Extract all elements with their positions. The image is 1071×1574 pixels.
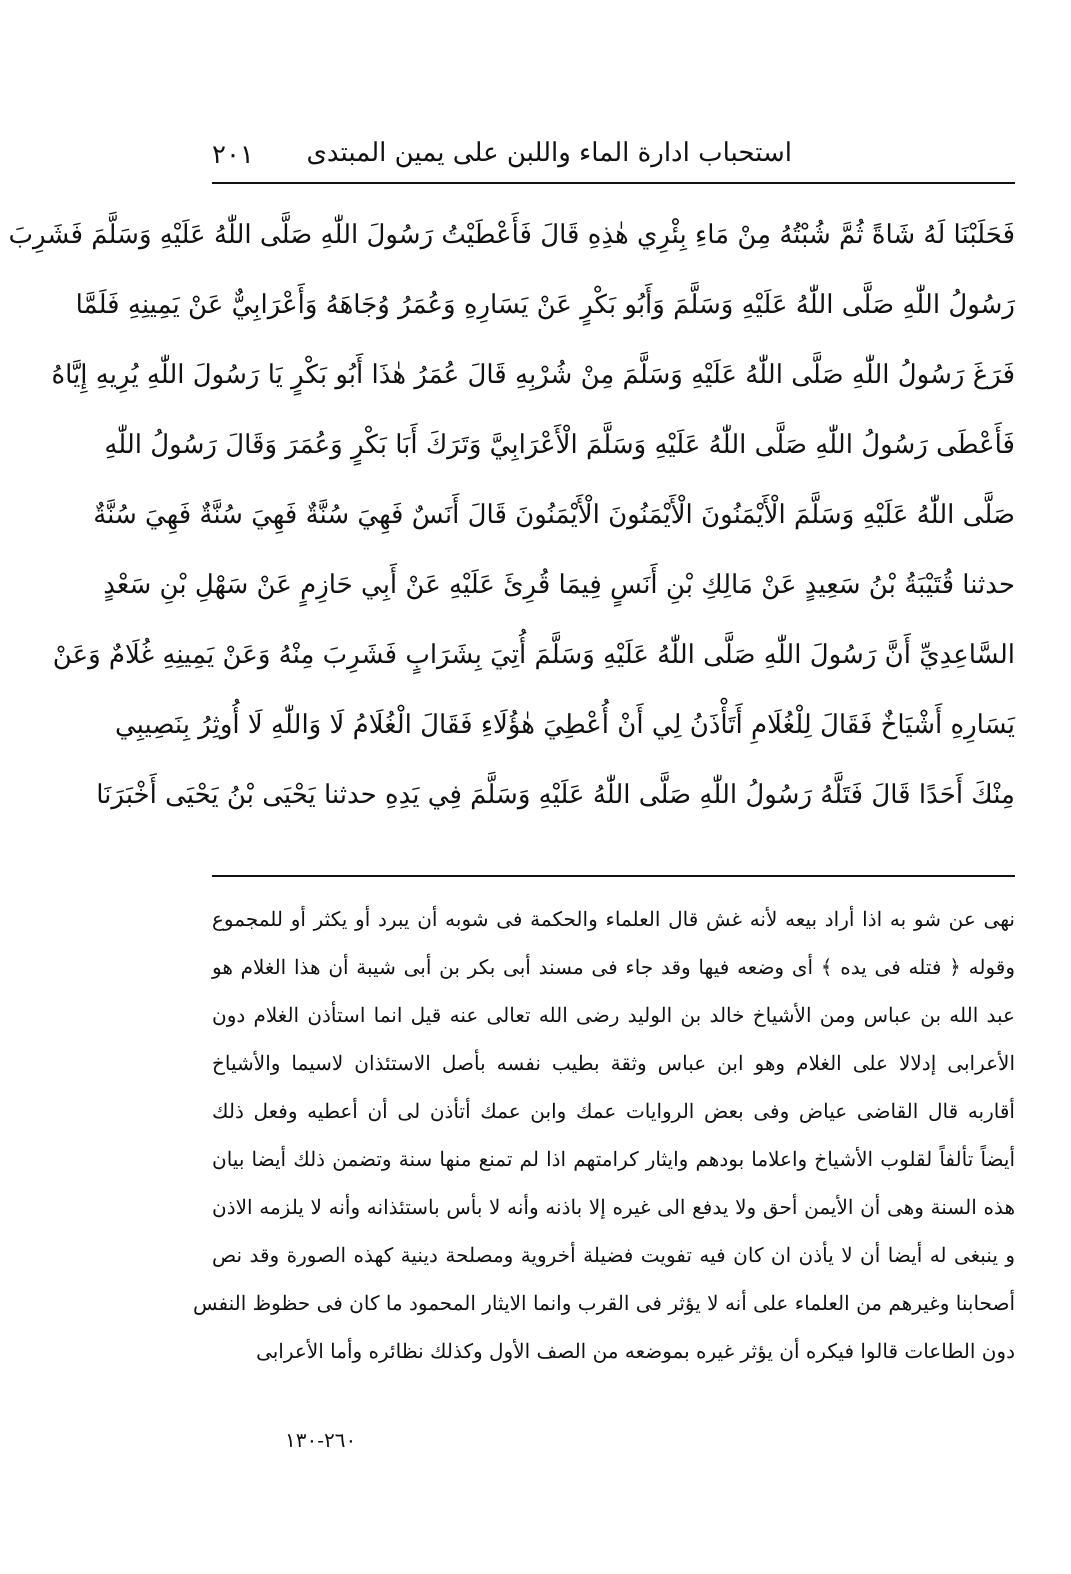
page-header xyxy=(212,132,1012,182)
commentary-text xyxy=(192,895,1016,1375)
commentary-line: دون الطاعات قالوا فيكره أن يؤثر غيره بموضعه من الصف الأول وكذلك نظائره وأما الأعرابى xyxy=(256,1339,1015,1363)
commentary-line: أصحابنا وغيرهم من العلماء على أنه لا يؤثر فى القرب وانما الايثار المحمود ما كان فى حظوظ النفس xyxy=(192,1291,1015,1315)
page-title: استحباب ادارة الماء واللبن على يمين المبتدى xyxy=(306,138,792,168)
commentary-line: الأعرابى إدلالا على الغلام وهو ابن عباس وثقة بطيب نفسه بأصل الاستئذان لاسيما والأشياخ xyxy=(212,1051,1015,1075)
page-number: ٢٠١ xyxy=(212,140,254,170)
text-line: رَسُولُ اللّٰهِ صَلَّى اللّٰهُ عَلَيْهِ وَسَلَّمَ وَأَبُو بَكْرٍ عَنْ يَسَارِهِ وَعُمَرُ وُجَاهَهُ وَأَعْرَابِيٌّ عَنْ يَمِينِهِ فَلَمَّا xyxy=(75,290,1015,320)
text-line: مِنْكَ أَحَدًا قَالَ فَتَلَّهُ رَسُولُ اللّٰهِ صَلَّى اللّٰهُ عَلَيْهِ وَسَلَّمَ فِي يَدِهِ حدثنا يَحْيَى بْنُ يَحْيَى أَخْبَرَنَا xyxy=(96,780,1015,810)
commentary-line: هذه السنة وهى أن الأيمن أحق ولا يدفع الى غيره إلا باذنه وأنه لا بأس باستئذانه وأنه لا يلزمه الاذن xyxy=(212,1195,1015,1219)
commentary-line: عبد الله بن عباس ومن الأشياخ خالد بن الوليد رضى الله تعالى عنه قيل انما استأذن الغلام دون xyxy=(212,1003,1015,1027)
text-line: يَسَارِهِ أَشْيَاخٌ فَقَالَ لِلْغُلَامِ أَتَأْذَنُ لِي أَنْ أُعْطِيَ هٰؤُلَاءِ فَقَالَ الْغُلَامُ لَا وَاللّٰهِ لَا أُوثِرُ بِنَصِيبِي xyxy=(115,710,1015,740)
header-rule xyxy=(212,182,1015,184)
commentary-line: أيضاً تألفاً لقلوب الأشياخ واعلاما بودهم وايثار كرامتهم اذا لم تمنع منها سنة وتضمن ذلك أيضا بيان xyxy=(212,1147,1015,1171)
text-line: فَرَغَ رَسُولُ اللّٰهِ صَلَّى اللّٰهُ عَلَيْهِ وَسَلَّمَ مِنْ شُرْبِهِ قَالَ عُمَرُ هٰذَا أَبُو بَكْرٍ يَا رَسُولَ اللّٰهِ يُرِيهِ إِيَّاهُ xyxy=(51,360,1015,390)
print-signature: ٢٦٠-١٣٠ xyxy=(285,1428,357,1452)
text-line: فَأَعْطَى رَسُولُ اللّٰهِ صَلَّى اللّٰهُ عَلَيْهِ وَسَلَّمَ الْأَعْرَابِيَّ وَتَرَكَ أَبَا بَكْرٍ وَعُمَرَ وَقَالَ رَسُولُ اللّٰهِ xyxy=(104,430,1015,460)
text-line: صَلَّى اللّٰهُ عَلَيْهِ وَسَلَّمَ الْأَيْمَنُونَ الْأَيْمَنُونَ الْأَيْمَنُونَ قَالَ أَنَسٌ فَهِيَ سُنَّةٌ فَهِيَ سُنَّةٌ فَهِيَ سُنَّةٌ xyxy=(93,500,1015,530)
commentary-line: و ينبغى له أيضا أن لا يأذن ان كان فيه تفويت فضيلة أخروية ومصلحة دينية كهذه الصورة وقد نص xyxy=(212,1243,1015,1267)
footnote-separator xyxy=(212,875,1015,877)
commentary-line: أقاربه قال القاضى عياض وفى بعض الروايات عمك وابن عمك أتأذن لى أن أعطيه وفعل ذلك xyxy=(212,1099,1015,1123)
commentary-line: نهى عن شو به اذا أراد بيعه لأنه غش قال العلماء والحكمة فى شوبه أن يبرد أو يكثر أو للمجموع xyxy=(212,907,1016,931)
text-line: حدثنا قُتَيْبَةُ بْنُ سَعِيدٍ عَنْ مَالِكِ بْنِ أَنَسٍ فِيمَا قُرِئَ عَلَيْهِ عَنْ أَبِي حَازِمٍ عَنْ سَهْلِ بْنِ سَعْدٍ xyxy=(103,570,1015,600)
commentary-line: وقوله ﴿ فتله فى يده ﴾ أى وضعه فيها وقد جاء فى مسند أبى بكر بن أبى شيبة أن هذا الغلام هو xyxy=(212,955,1015,979)
hadith-text xyxy=(8,200,1015,830)
text-line: فَحَلَبْنَا لَهُ شَاةً ثُمَّ شُبْتُهُ مِنْ مَاءِ بِئْرِي هٰذِهِ قَالَ فَأَعْطَيْتُ رَسُولَ اللّٰهِ صَلَّى اللّٰهُ عَلَيْهِ وَسَلَّمَ فَشَرِبَ xyxy=(8,220,1015,250)
text-line: السَّاعِدِيِّ أَنَّ رَسُولَ اللّٰهِ صَلَّى اللّٰهُ عَلَيْهِ وَسَلَّمَ أُتِيَ بِشَرَابٍ فَشَرِبَ مِنْهُ وَعَنْ يَمِينِهِ غُلَامٌ وَعَنْ xyxy=(52,640,1015,670)
